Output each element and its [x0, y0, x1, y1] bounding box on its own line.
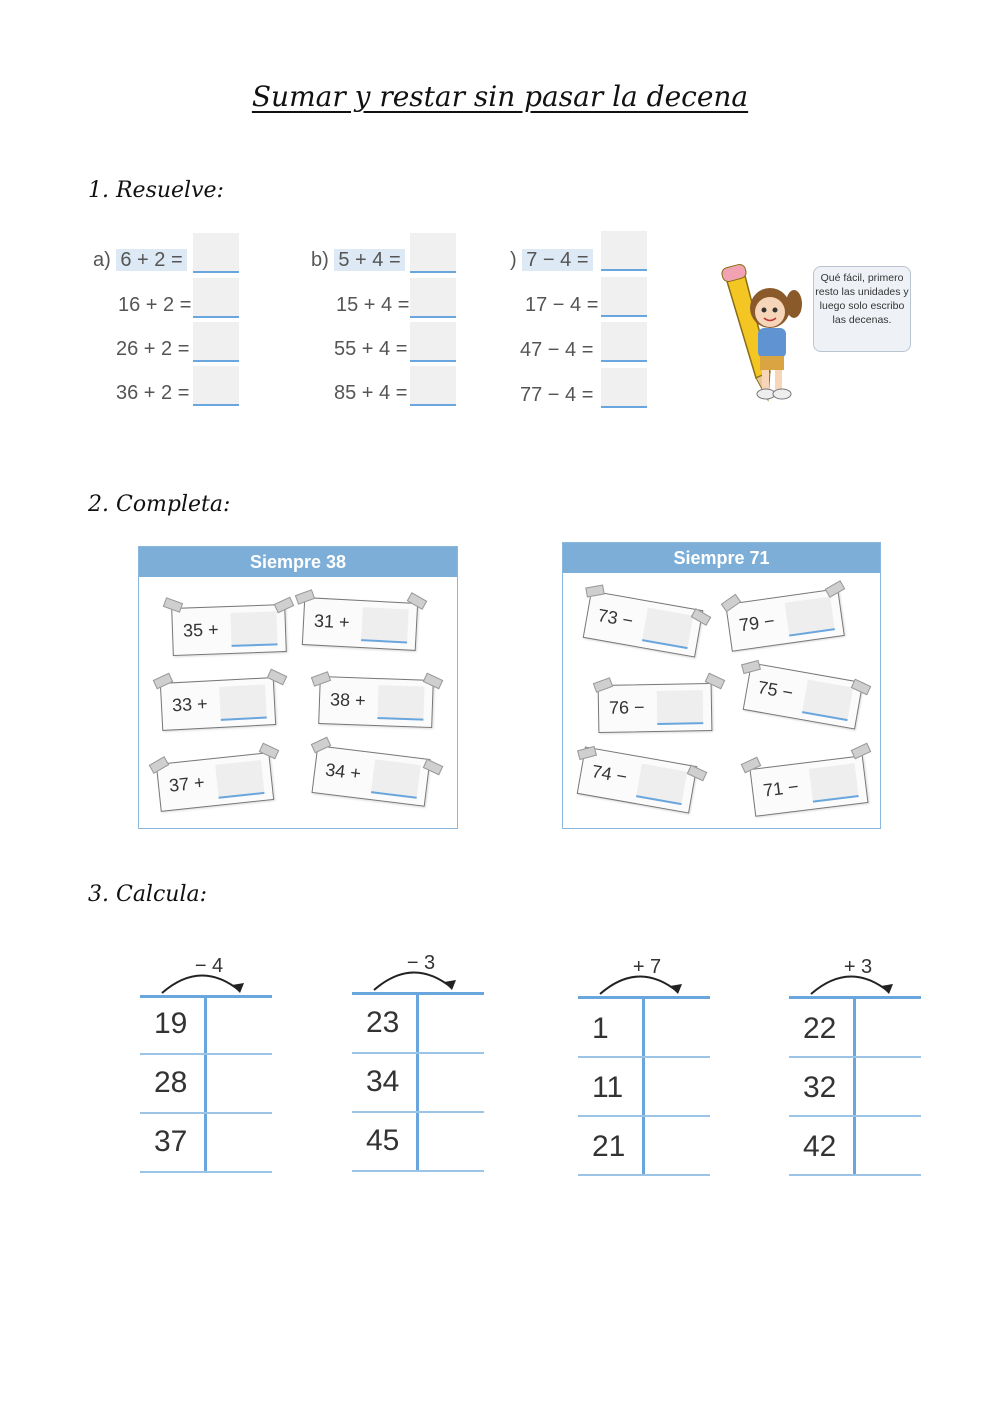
answer-box[interactable] [642, 608, 693, 649]
answer-box[interactable] [219, 685, 267, 721]
table-value: 23 [366, 1006, 400, 1039]
answer-box[interactable] [410, 322, 456, 362]
answer-box[interactable] [193, 322, 239, 362]
row-line [789, 1174, 921, 1176]
exercise-c-row-4: 77 − 4 = [520, 384, 594, 406]
exercise-b-row-1 [311, 245, 405, 275]
table-value: 42 [803, 1130, 837, 1163]
speech-bubble: Qué fácil, primero resto las unidades y luego solo escribo las decenas. [813, 266, 911, 352]
operation-label: + 3 [843, 956, 873, 978]
box-title: Siempre 38 [139, 547, 457, 577]
equation-text: 6 + 2 = [116, 249, 186, 271]
card [318, 676, 434, 728]
exercise-a-row-3: 26 + 2 = [116, 338, 190, 360]
arc-arrow-icon [805, 966, 895, 996]
table-value: 1 [592, 1012, 609, 1045]
answer-box[interactable] [601, 231, 647, 271]
table-value: 28 [154, 1066, 188, 1099]
row-line [140, 1112, 272, 1114]
row-line [578, 1056, 710, 1058]
section-2-label: 2. Completa: [88, 492, 231, 517]
table-divider [853, 998, 856, 1174]
card-text: 74 − [590, 761, 629, 788]
card-text: 76 − [608, 697, 645, 718]
answer-box[interactable] [193, 278, 239, 318]
card [160, 677, 276, 731]
box-title: Siempre 71 [563, 543, 880, 573]
table-divider [416, 994, 419, 1170]
table-value: 11 [592, 1071, 624, 1104]
table-value: 22 [803, 1012, 837, 1045]
table-divider [204, 997, 207, 1173]
answer-box[interactable] [410, 278, 456, 318]
table-value: 45 [366, 1124, 400, 1157]
answer-box[interactable] [601, 277, 647, 317]
exercise-a-row-1 [93, 245, 187, 275]
operation-label: − 3 [406, 952, 436, 974]
section-1-label: 1. Resuelve: [88, 178, 224, 203]
card-text: 71 − [762, 776, 800, 801]
card-text: 31 + [313, 610, 351, 633]
row-line [578, 1174, 710, 1176]
exercise-b-row-2: 15 + 4 = [336, 294, 410, 316]
card-text: 79 − [737, 610, 776, 636]
exercise-b-row-4: 85 + 4 = [334, 382, 408, 404]
answer-box[interactable] [215, 760, 264, 799]
answer-box[interactable] [377, 685, 424, 721]
girl-with-pencil-illustration [712, 260, 812, 410]
card-text: 75 − [756, 677, 795, 704]
answer-box[interactable] [809, 763, 859, 802]
answer-box[interactable] [657, 690, 704, 725]
calc-table-1 [140, 955, 272, 1175]
arc-arrow-icon [594, 966, 684, 996]
row-line [352, 1170, 484, 1172]
page-title: Sumar y restar sin pasar la decena [251, 80, 749, 113]
exercise-a-row-4: 36 + 2 = [116, 382, 190, 404]
card-text: 73 − [596, 605, 635, 632]
operation-label: − 4 [194, 955, 224, 977]
arc-arrow-icon [368, 962, 458, 992]
row-line [352, 1111, 484, 1113]
answer-box[interactable] [601, 322, 647, 362]
answer-box[interactable] [193, 233, 239, 273]
table-value: 21 [592, 1130, 626, 1163]
card [302, 597, 418, 651]
col-b-marker: b) [311, 249, 329, 271]
equation-text: 5 + 4 = [334, 249, 404, 271]
calc-table-3 [578, 956, 710, 1176]
answer-box[interactable] [785, 596, 835, 636]
row-line [789, 1115, 921, 1117]
operation-label: + 7 [632, 956, 662, 978]
table-value: 19 [154, 1007, 188, 1040]
exercise-c-row-3: 47 − 4 = [520, 339, 594, 361]
row-line [352, 1052, 484, 1054]
exercise-a-row-2: 16 + 2 = [118, 294, 192, 316]
row-line [140, 1053, 272, 1055]
card-text: 37 + [168, 772, 206, 796]
answer-box[interactable] [601, 368, 647, 408]
answer-box[interactable] [802, 680, 853, 721]
answer-box[interactable] [361, 607, 409, 643]
card [171, 604, 287, 656]
card [598, 683, 713, 733]
table-value: 37 [154, 1125, 188, 1158]
row-line [789, 1056, 921, 1058]
card-text: 38 + [329, 689, 366, 711]
table-value: 34 [366, 1065, 400, 1098]
arc-arrow-icon [156, 965, 246, 995]
exercise-c-row-1 [510, 245, 593, 275]
card-text: 34 + [324, 759, 362, 784]
answer-box[interactable] [410, 233, 456, 273]
row-line [140, 1171, 272, 1173]
col-c-marker: ) [510, 249, 517, 271]
row-line [578, 1115, 710, 1117]
exercise-b-row-3: 55 + 4 = [334, 338, 408, 360]
card-text: 35 + [182, 619, 219, 641]
equation-text: 7 − 4 = [522, 249, 592, 271]
calc-table-4 [789, 956, 921, 1176]
answer-box[interactable] [230, 611, 277, 647]
answer-box[interactable] [636, 764, 687, 805]
col-a-marker: a) [93, 249, 111, 271]
table-divider [642, 998, 645, 1174]
calc-table-2 [352, 952, 484, 1172]
answer-box[interactable] [410, 366, 456, 406]
answer-box[interactable] [193, 366, 239, 406]
card-text: 33 + [171, 693, 209, 716]
table-value: 32 [803, 1071, 837, 1104]
section-3-label: 3. Calcula: [88, 882, 208, 907]
exercise-c-row-2: 17 − 4 = [525, 294, 599, 316]
answer-box[interactable] [371, 759, 421, 798]
